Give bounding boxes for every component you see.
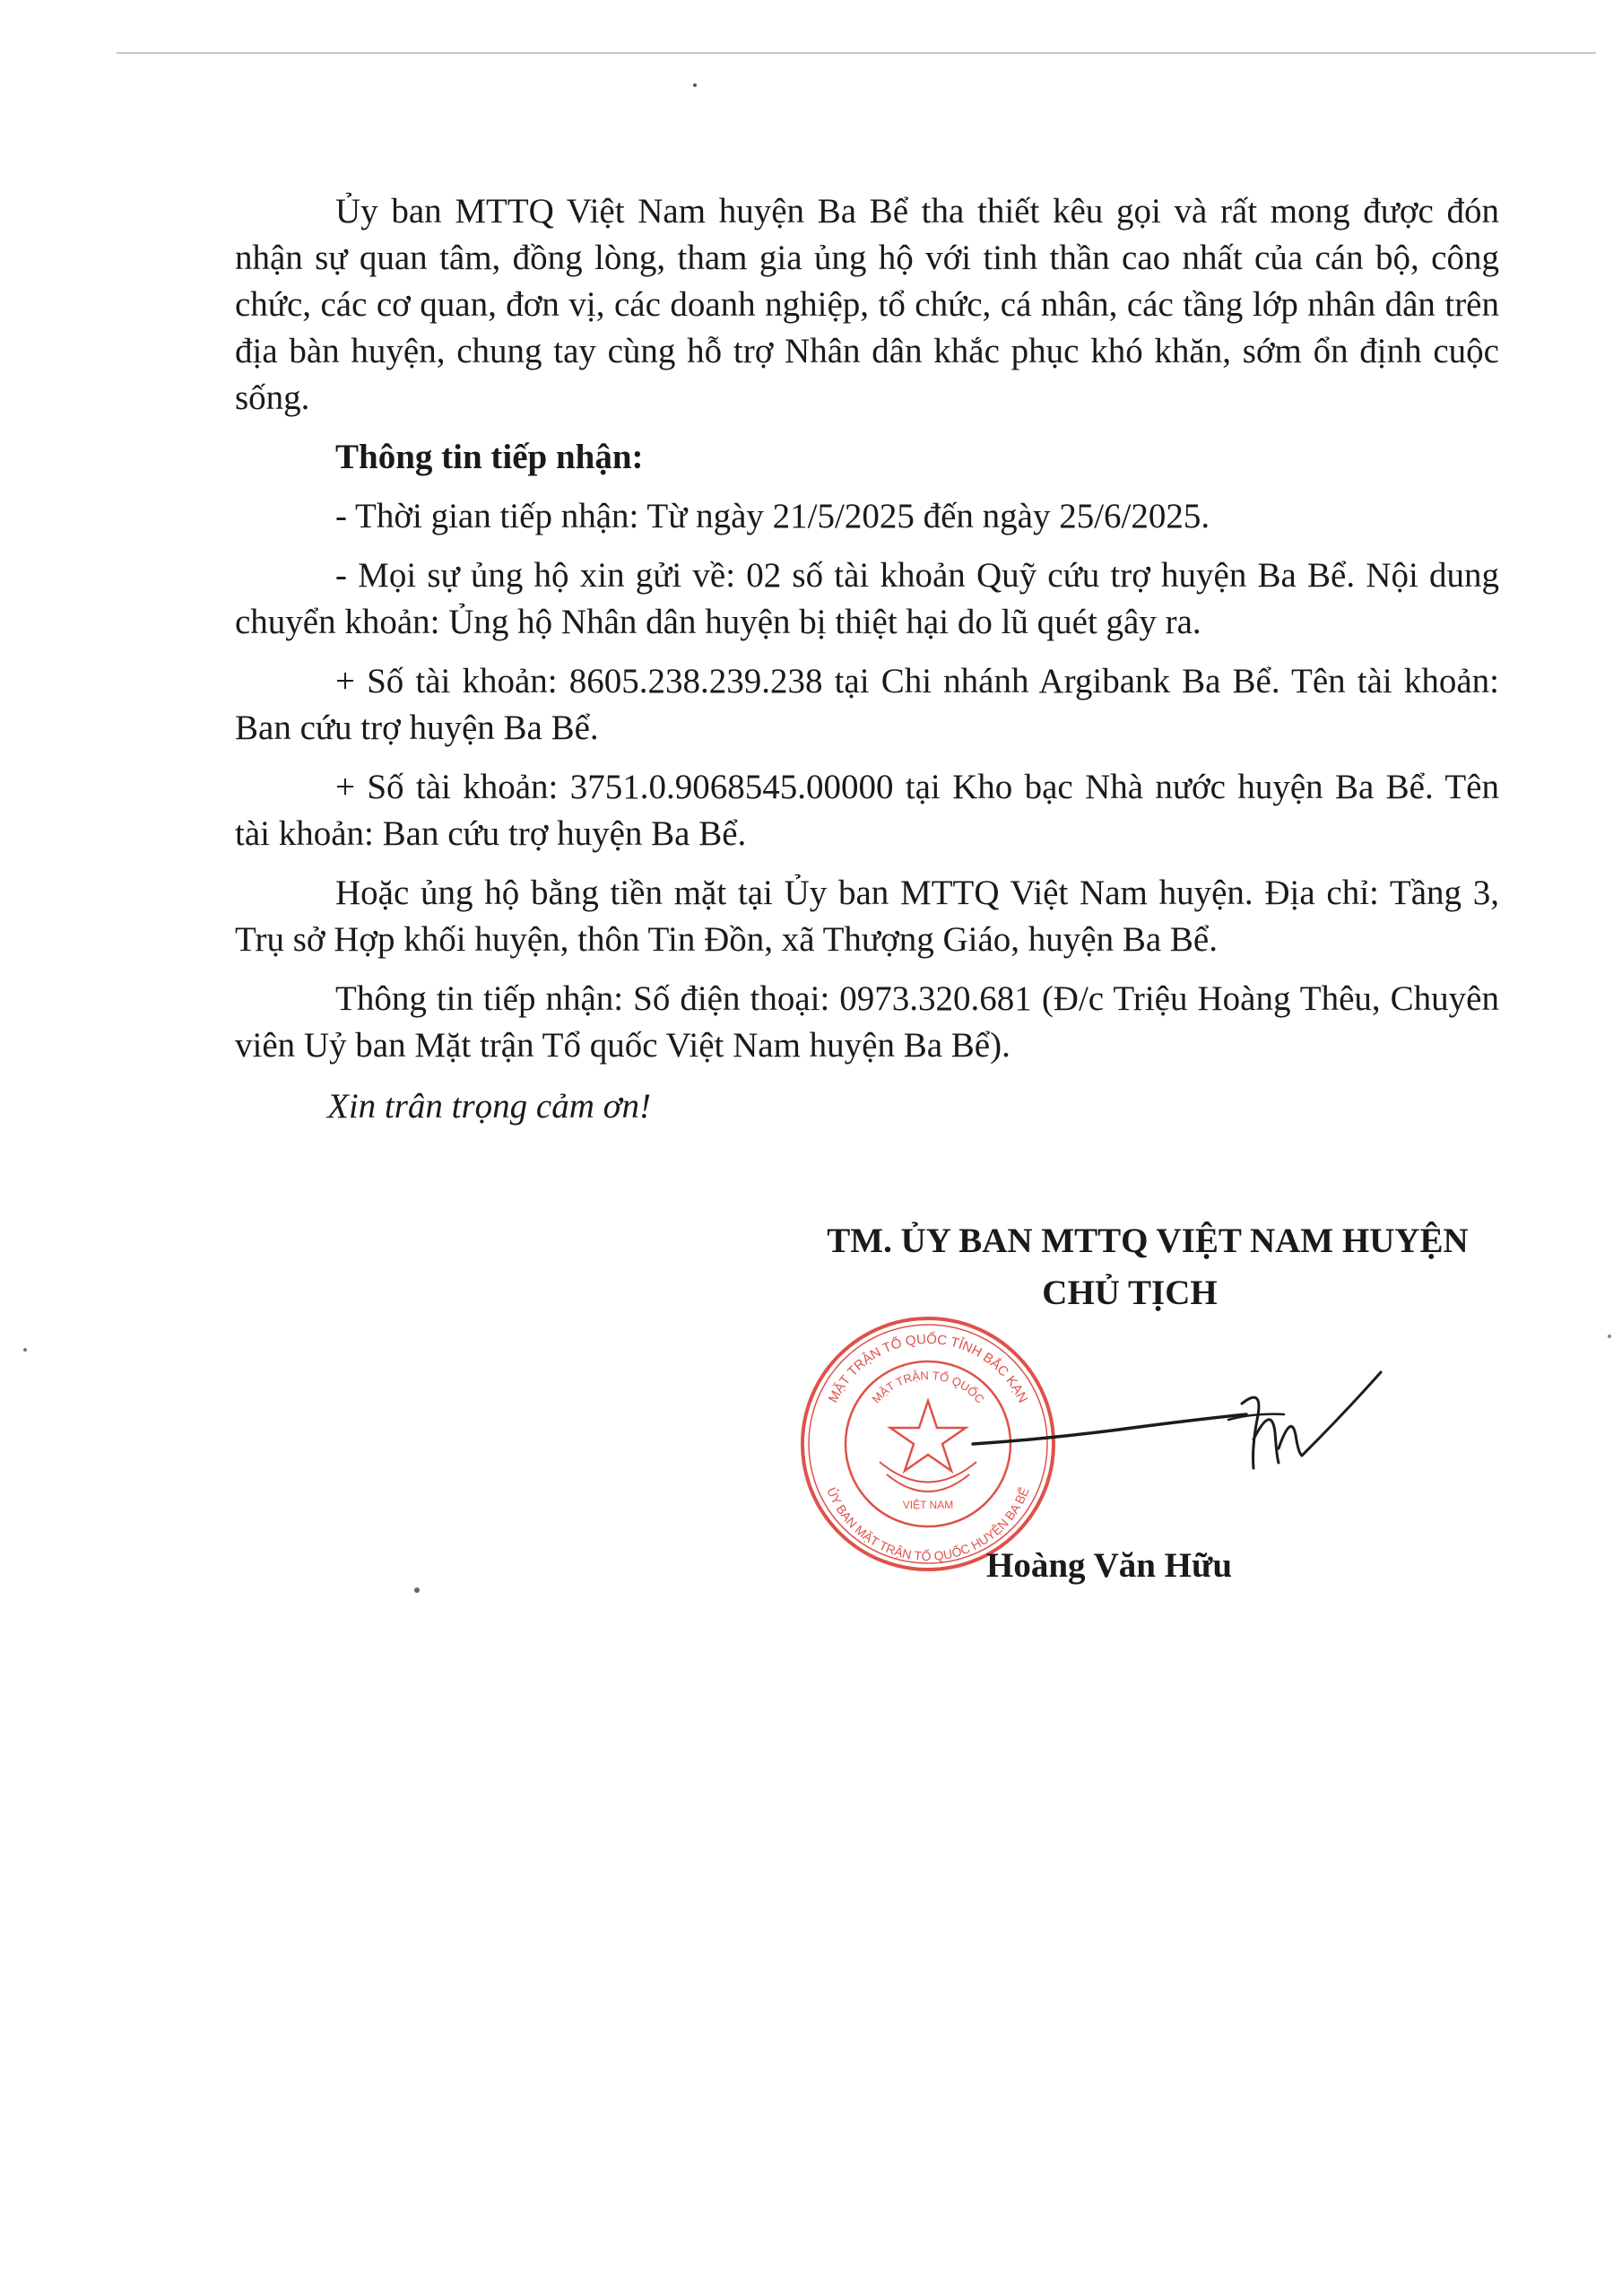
- seal-inner-top-text: MẶT TRẬN TỔ QUỐC: [869, 1368, 987, 1406]
- cash-donation-address: Hoặc ủng hộ bằng tiền mặt tại Ủy ban MTTQ Việt Nam huyện. Địa chỉ: Tầng 3, Trụ sở Hợp khối huyện, thôn Tin Đồn, xã Thượng Giáo, huyện Ba Bể.: [235, 874, 1499, 959]
- seal-star-emblem: [880, 1401, 976, 1492]
- seal-bottom-text: ỦY BAN MẶT TRẬN TỔ QUỐC HUYỆN BA BỂ: [824, 1485, 1032, 1564]
- handwritten-signature: [968, 1350, 1390, 1502]
- seal-inner-bottom-text: VIỆT NAM: [902, 1499, 954, 1511]
- closing-thanks: Xin trân trọng cảm ơn!: [327, 1087, 651, 1126]
- transfer-instructions: - Mọi sự ủng hộ xin gửi về: 02 số tài khoản Quỹ cứu trợ huyện Ba Bể. Nội dung chuyển khoản: Ủng hộ Nhân dân huyện bị thiệt hại do lũ quét gây ra.: [235, 556, 1499, 641]
- signatory-title: CHỦ TỊCH: [1042, 1274, 1218, 1312]
- bank-account-2: + Số tài khoản: 3751.0.9068545.00000 tại Kho bạc Nhà nước huyện Ba Bể. Tên tài khoản: Ban cứu trợ huyện Ba Bể.: [235, 768, 1499, 853]
- signature-block: [735, 1215, 1524, 1319]
- receiving-time-line: - Thời gian tiếp nhận: Từ ngày 21/5/2025 đến ngày 25/6/2025.: [335, 497, 1210, 535]
- signatory-organization: TM. ỦY BAN MTTQ VIỆT NAM HUYỆN: [827, 1222, 1469, 1260]
- contact-info: Thông tin tiếp nhận: Số điện thoại: 0973.320.681 (Đ/c Triệu Hoàng Thêu, Chuyên viên Uỷ ban Mặt trận Tổ quốc Việt Nam huyện Ba Bể).: [235, 979, 1499, 1065]
- top-page-rule: [117, 52, 1596, 54]
- document-body: [235, 188, 1499, 1130]
- seal-outer-text: MẶT TRẬN TỔ QUỐC TỈNH BẮC KẠN: [825, 1331, 1031, 1405]
- bank-account-1: + Số tài khoản: 8605.238.239.238 tại Chi nhánh Argibank Ba Bể. Tên tài khoản: Ban cứu trợ huyện Ba Bể.: [235, 662, 1499, 747]
- appeal-paragraph: Ủy ban MTTQ Việt Nam huyện Ba Bể tha thiết kêu gọi và rất mong được đón nhận sự quan tâm, đồng lòng, tham gia ủng hộ với tinh thần cao nhất của cán bộ, công chức, các cơ quan, đơn vị, các doanh nghiệp, tổ chức, cá nhân, các tầng lớp nhân dân trên địa bàn huyện, chung tay cùng hỗ trợ Nhân dân khắc phục khó khăn, sớm ổn định cuộc sống.: [235, 192, 1499, 417]
- signatory-name: Hoàng Văn Hữu: [986, 1546, 1233, 1585]
- receiving-info-heading: Thông tin tiếp nhận:: [335, 438, 644, 476]
